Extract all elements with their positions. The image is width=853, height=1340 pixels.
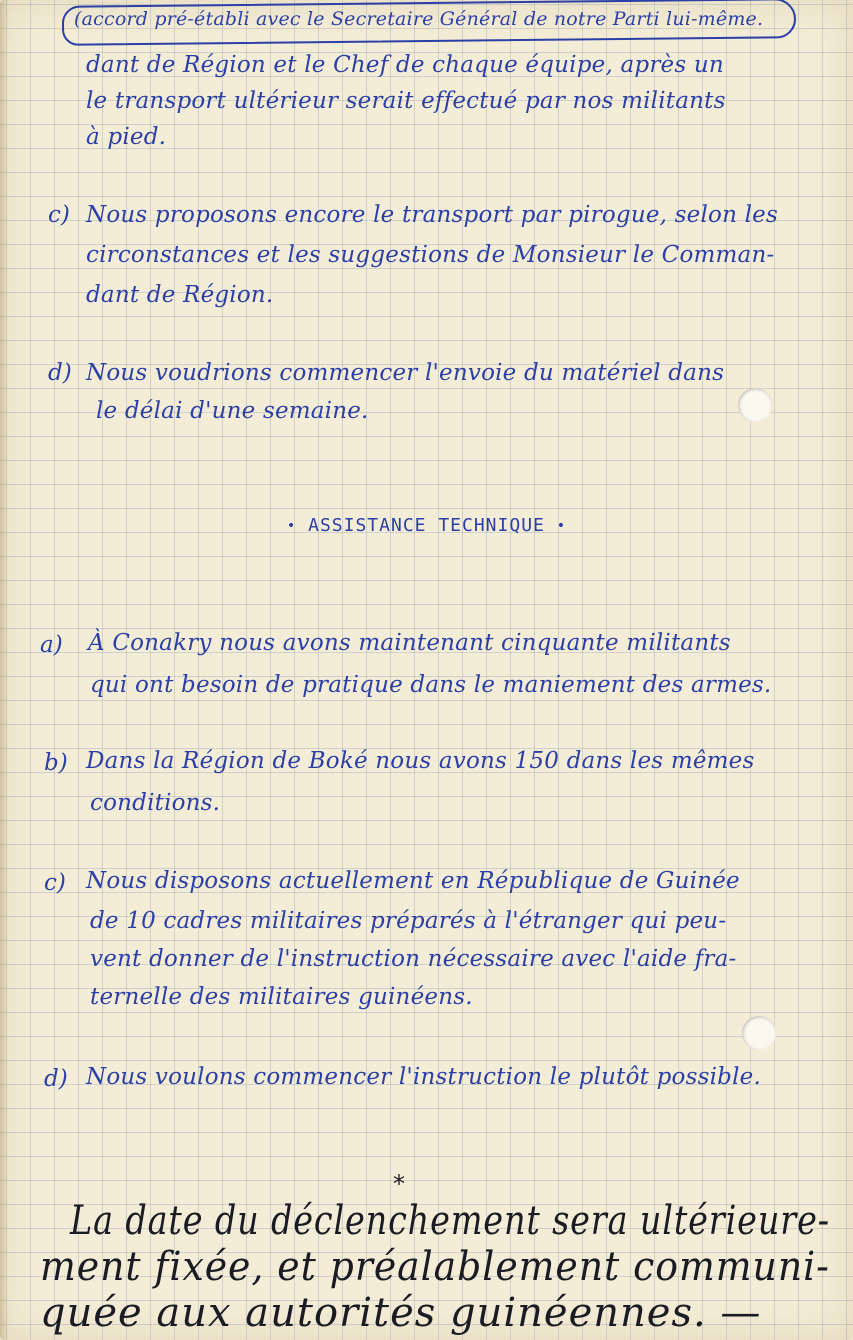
page-edge (0, 0, 8, 1340)
closing-line: quée aux autorités guinéennes. — (40, 1290, 762, 1336)
closing-line: ment fixée, et préalablement communi- (40, 1244, 830, 1290)
item-label-c: c) (48, 202, 70, 228)
text-line: de 10 cadres militaires préparés à l'étranger qui peu- (90, 908, 727, 934)
asterisk-mark: * (393, 1170, 405, 1198)
text-line: à pied. (86, 124, 167, 150)
text-line: conditions. (90, 790, 221, 816)
text-line: le transport ultérieur serait effectué par nos militants (86, 88, 726, 114)
heading-title: ASSISTANCE TECHNIQUE (308, 515, 545, 536)
item-label-c: c) (44, 870, 66, 896)
text-line: qui ont besoin de pratique dans le maniement des armes. (90, 672, 772, 698)
text-line: dant de Région et le Chef de chaque équipe, après un (86, 52, 724, 78)
text-line: vent donner de l'instruction nécessaire avec l'aide fra- (90, 946, 737, 972)
item-label-a: a) (40, 632, 63, 658)
punch-hole (738, 388, 772, 422)
text-line: dant de Région. (86, 282, 274, 308)
text-line: Nous voulons commencer l'instruction le plutôt possible. (86, 1064, 761, 1090)
item-label-d: d) (44, 1066, 68, 1092)
text-line: ternelle des militaires guinéens. (90, 984, 473, 1010)
text-line: Dans la Région de Boké nous avons 150 dans les mêmes (86, 748, 755, 774)
bullet: • (556, 518, 567, 534)
bullet: • (286, 518, 297, 534)
circled-note-line: (accord pré-établi avec le Secretaire Général de notre Parti lui-même. (74, 8, 764, 30)
text-line: Nous voudrions commencer l'envoie du matériel dans (86, 360, 725, 386)
text-line: Nous disposons actuellement en République de Guinée (86, 868, 740, 894)
section-heading (0, 515, 853, 536)
punch-hole (742, 1016, 776, 1050)
text-line: le délai d'une semaine. (96, 398, 369, 424)
closing-line: La date du déclenchement sera ultérieure- (70, 1198, 830, 1244)
item-label-d: d) (48, 360, 72, 386)
item-label-b: b) (44, 750, 68, 776)
text-line: À Conakry nous avons maintenant cinquante militants (88, 630, 731, 656)
text-line: Nous proposons encore le transport par pirogue, selon les (86, 202, 778, 228)
text-line: circonstances et les suggestions de Monsieur le Comman- (86, 242, 775, 268)
